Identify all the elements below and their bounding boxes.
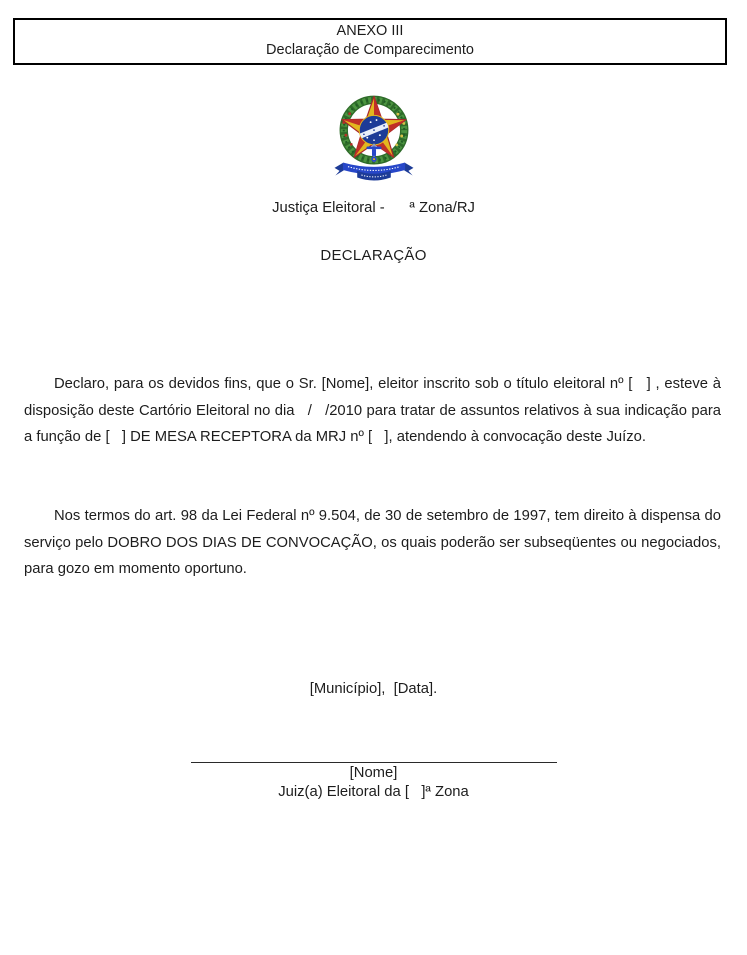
declaration-paragraph-1: Declaro, para os devidos fins, que o Sr. [Nome], eleitor inscrito sob o título eleitoral nº [ ] , esteve à disposição deste Cartório Eleitoral no dia / /2010 para tratar de assuntos relativos à sua indicação para a função de [ ] DE MESA RECEPTORA da MRJ nº [ ], atendendo à convocação deste Juízo. (24, 376, 721, 445)
document-header-box (13, 18, 727, 65)
org-line: Justiça Eleitoral - ª Zona/RJ (272, 200, 475, 216)
signature-line (191, 744, 557, 763)
header-doc-subtitle: Declaração de Comparecimento (266, 42, 474, 58)
brazil-coat-of-arms-icon (332, 91, 416, 186)
signature-name: [Nome] (349, 765, 398, 781)
place-date-line: [Município], [Data]. (309, 681, 438, 697)
doc-title: DECLARAÇÃO (320, 247, 427, 264)
signature-role: Juiz(a) Eleitoral da [ ]ª Zona (278, 784, 469, 800)
signature-block (0, 744, 747, 802)
declaration-paragraph-2: Nos termos do art. 98 da Lei Federal nº 9.504, de 30 de setembro de 1997, tem direito à dispensa do serviço pelo DOBRO DOS DIAS DE CONVOCAÇÃO, os quais poderão ser subseqüentes ou negociados, para gozo em momento oportuno. (24, 508, 721, 577)
header-annex-title: ANEXO III (336, 23, 404, 39)
